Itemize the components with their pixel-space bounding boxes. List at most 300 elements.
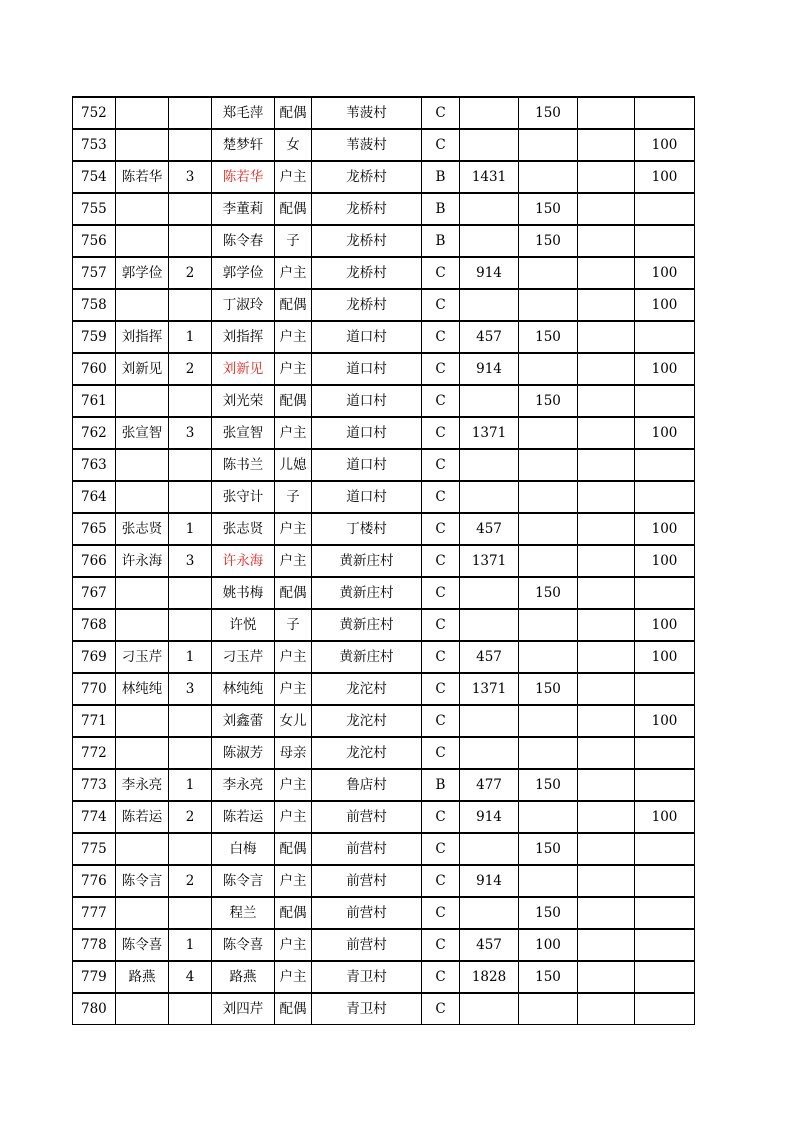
cell-village: 黄新庄村	[312, 577, 422, 609]
cell-household-head: 路燕	[116, 961, 169, 993]
cell-amount-4: 100	[635, 257, 695, 289]
cell-relation: 子	[275, 609, 312, 641]
cell-grade: B	[422, 769, 460, 801]
cell-member-name: 刘四芹	[212, 993, 275, 1025]
cell-member-count: 3	[169, 161, 212, 193]
cell-amount-2: 150	[519, 673, 578, 705]
cell-amount-4	[635, 481, 695, 513]
cell-amount-4: 100	[635, 545, 695, 577]
cell-amount-3	[578, 705, 635, 737]
cell-village: 龙桥村	[312, 225, 422, 257]
cell-member-count: 3	[169, 673, 212, 705]
cell-household-head: 陈若运	[116, 801, 169, 833]
cell-amount-3	[578, 577, 635, 609]
cell-relation: 户主	[275, 865, 312, 897]
cell-amount-3	[578, 513, 635, 545]
table-row	[73, 865, 695, 897]
cell-amount-3	[578, 289, 635, 321]
cell-village: 青卫村	[312, 961, 422, 993]
cell-household-head: 陈若华	[116, 161, 169, 193]
table-row	[73, 97, 695, 129]
table-row	[73, 129, 695, 161]
cell-amount-2	[519, 417, 578, 449]
table-row	[73, 673, 695, 705]
cell-village: 道口村	[312, 449, 422, 481]
cell-household-head: 刘新见	[116, 353, 169, 385]
cell-amount-2	[519, 353, 578, 385]
cell-amount-3	[578, 929, 635, 961]
cell-village: 黄新庄村	[312, 609, 422, 641]
cell-village: 龙桥村	[312, 257, 422, 289]
cell-grade: C	[422, 481, 460, 513]
cell-member-name: 郭学俭	[212, 257, 275, 289]
cell-amount-2: 150	[519, 225, 578, 257]
cell-amount-3	[578, 449, 635, 481]
table-row	[73, 961, 695, 993]
cell-serial: 762	[73, 417, 116, 449]
cell-relation: 户主	[275, 321, 312, 353]
cell-amount-1	[460, 705, 519, 737]
cell-member-count	[169, 129, 212, 161]
cell-amount-1	[460, 737, 519, 769]
cell-amount-4: 100	[635, 801, 695, 833]
table-row	[73, 769, 695, 801]
cell-serial: 755	[73, 193, 116, 225]
cell-member-name: 姚书梅	[212, 577, 275, 609]
cell-relation: 配偶	[275, 97, 312, 129]
cell-relation: 户主	[275, 641, 312, 673]
cell-amount-2: 150	[519, 769, 578, 801]
cell-member-count	[169, 193, 212, 225]
cell-relation: 女	[275, 129, 312, 161]
cell-household-head	[116, 129, 169, 161]
cell-amount-4	[635, 897, 695, 929]
cell-amount-2	[519, 545, 578, 577]
cell-member-count	[169, 833, 212, 865]
cell-member-name: 张志贤	[212, 513, 275, 545]
cell-relation: 配偶	[275, 897, 312, 929]
cell-grade: C	[422, 737, 460, 769]
cell-amount-2	[519, 513, 578, 545]
cell-member-name: 刁玉芹	[212, 641, 275, 673]
cell-relation: 配偶	[275, 193, 312, 225]
cell-village: 黄新庄村	[312, 545, 422, 577]
cell-amount-2	[519, 641, 578, 673]
cell-amount-1: 1371	[460, 673, 519, 705]
cell-amount-1: 914	[460, 865, 519, 897]
cell-grade: B	[422, 161, 460, 193]
cell-amount-3	[578, 225, 635, 257]
cell-grade: C	[422, 993, 460, 1025]
cell-amount-4	[635, 97, 695, 129]
cell-amount-1	[460, 833, 519, 865]
cell-grade: C	[422, 705, 460, 737]
cell-amount-1	[460, 993, 519, 1025]
cell-member-name: 程兰	[212, 897, 275, 929]
cell-amount-4: 100	[635, 353, 695, 385]
cell-grade: C	[422, 545, 460, 577]
cell-member-name: 刘鑫蕾	[212, 705, 275, 737]
cell-member-count: 2	[169, 801, 212, 833]
cell-relation: 户主	[275, 353, 312, 385]
cell-grade: C	[422, 257, 460, 289]
cell-relation: 户主	[275, 417, 312, 449]
cell-member-name: 李董莉	[212, 193, 275, 225]
table-row	[73, 449, 695, 481]
cell-member-name: 许悦	[212, 609, 275, 641]
cell-amount-2: 150	[519, 321, 578, 353]
cell-grade: C	[422, 833, 460, 865]
cell-member-count: 1	[169, 769, 212, 801]
cell-member-count	[169, 705, 212, 737]
cell-amount-3	[578, 897, 635, 929]
table-row	[73, 993, 695, 1025]
cell-serial: 776	[73, 865, 116, 897]
cell-amount-3	[578, 129, 635, 161]
cell-amount-1: 457	[460, 513, 519, 545]
cell-household-head	[116, 833, 169, 865]
cell-household-head: 张宣智	[116, 417, 169, 449]
cell-household-head: 刁玉芹	[116, 641, 169, 673]
cell-amount-4: 100	[635, 417, 695, 449]
cell-relation: 户主	[275, 161, 312, 193]
cell-serial: 766	[73, 545, 116, 577]
cell-serial: 761	[73, 385, 116, 417]
cell-village: 丁楼村	[312, 513, 422, 545]
table-row	[73, 353, 695, 385]
cell-relation: 户主	[275, 257, 312, 289]
cell-village: 青卫村	[312, 993, 422, 1025]
table-row	[73, 193, 695, 225]
cell-village: 苇菠村	[312, 129, 422, 161]
cell-household-head	[116, 97, 169, 129]
cell-amount-4: 100	[635, 513, 695, 545]
cell-relation: 配偶	[275, 577, 312, 609]
cell-member-name: 张宣智	[212, 417, 275, 449]
cell-grade: C	[422, 417, 460, 449]
cell-amount-4	[635, 673, 695, 705]
cell-village: 苇菠村	[312, 97, 422, 129]
cell-amount-3	[578, 609, 635, 641]
cell-relation: 户主	[275, 545, 312, 577]
cell-amount-1	[460, 481, 519, 513]
cell-amount-2	[519, 481, 578, 513]
cell-amount-4: 100	[635, 161, 695, 193]
cell-grade: C	[422, 129, 460, 161]
cell-amount-3	[578, 353, 635, 385]
cell-amount-1: 914	[460, 353, 519, 385]
cell-relation: 户主	[275, 769, 312, 801]
cell-serial: 758	[73, 289, 116, 321]
cell-grade: C	[422, 865, 460, 897]
cell-household-head	[116, 289, 169, 321]
cell-relation: 配偶	[275, 833, 312, 865]
cell-amount-1	[460, 97, 519, 129]
cell-amount-1	[460, 577, 519, 609]
cell-relation: 配偶	[275, 289, 312, 321]
cell-amount-2: 100	[519, 929, 578, 961]
cell-amount-3	[578, 97, 635, 129]
cell-amount-4	[635, 961, 695, 993]
cell-amount-3	[578, 865, 635, 897]
cell-member-name: 刘指挥	[212, 321, 275, 353]
cell-relation: 儿媳	[275, 449, 312, 481]
cell-amount-4: 100	[635, 705, 695, 737]
cell-member-count: 2	[169, 257, 212, 289]
table-row	[73, 385, 695, 417]
cell-amount-1: 457	[460, 641, 519, 673]
cell-amount-3	[578, 257, 635, 289]
cell-amount-3	[578, 193, 635, 225]
cell-serial: 753	[73, 129, 116, 161]
cell-village: 道口村	[312, 385, 422, 417]
cell-household-head	[116, 609, 169, 641]
cell-household-head: 林纯纯	[116, 673, 169, 705]
table-row	[73, 289, 695, 321]
cell-grade: C	[422, 353, 460, 385]
cell-member-name: 陈若华	[212, 161, 275, 193]
cell-household-head	[116, 225, 169, 257]
cell-member-name: 郑毛萍	[212, 97, 275, 129]
cell-member-count: 3	[169, 417, 212, 449]
cell-amount-3	[578, 321, 635, 353]
cell-member-count: 1	[169, 929, 212, 961]
cell-household-head: 郭学俭	[116, 257, 169, 289]
cell-grade: C	[422, 449, 460, 481]
cell-grade: C	[422, 289, 460, 321]
cell-village: 龙桥村	[312, 193, 422, 225]
table-row	[73, 801, 695, 833]
cell-serial: 777	[73, 897, 116, 929]
cell-member-count	[169, 897, 212, 929]
table-row	[73, 161, 695, 193]
cell-amount-3	[578, 385, 635, 417]
cell-amount-1	[460, 193, 519, 225]
cell-member-name: 陈令言	[212, 865, 275, 897]
table-row	[73, 609, 695, 641]
cell-amount-1: 457	[460, 321, 519, 353]
cell-amount-4: 100	[635, 641, 695, 673]
cell-member-count	[169, 289, 212, 321]
cell-amount-3	[578, 673, 635, 705]
cell-member-count	[169, 225, 212, 257]
table-row	[73, 641, 695, 673]
cell-amount-1	[460, 897, 519, 929]
cell-grade: C	[422, 385, 460, 417]
cell-household-head: 陈令喜	[116, 929, 169, 961]
cell-relation: 户主	[275, 801, 312, 833]
cell-member-name: 刘光荣	[212, 385, 275, 417]
cell-member-name: 陈书兰	[212, 449, 275, 481]
cell-amount-2	[519, 737, 578, 769]
cell-member-name: 陈若运	[212, 801, 275, 833]
cell-amount-4: 100	[635, 289, 695, 321]
table-row	[73, 225, 695, 257]
cell-household-head	[116, 993, 169, 1025]
table-body	[73, 97, 695, 1025]
cell-amount-3	[578, 481, 635, 513]
cell-village: 道口村	[312, 353, 422, 385]
cell-relation: 户主	[275, 961, 312, 993]
cell-amount-2	[519, 609, 578, 641]
cell-amount-1	[460, 385, 519, 417]
cell-member-count: 1	[169, 321, 212, 353]
cell-amount-4	[635, 737, 695, 769]
cell-amount-1: 457	[460, 929, 519, 961]
cell-amount-4	[635, 449, 695, 481]
cell-village: 龙沱村	[312, 673, 422, 705]
cell-amount-2	[519, 129, 578, 161]
cell-village: 龙桥村	[312, 289, 422, 321]
cell-amount-2	[519, 993, 578, 1025]
cell-household-head	[116, 897, 169, 929]
cell-serial: 775	[73, 833, 116, 865]
cell-member-count	[169, 609, 212, 641]
cell-amount-1: 914	[460, 801, 519, 833]
cell-household-head	[116, 193, 169, 225]
table-row	[73, 513, 695, 545]
cell-serial: 780	[73, 993, 116, 1025]
cell-serial: 757	[73, 257, 116, 289]
cell-amount-2	[519, 449, 578, 481]
cell-serial: 771	[73, 705, 116, 737]
cell-grade: C	[422, 897, 460, 929]
cell-amount-2	[519, 705, 578, 737]
table-row	[73, 577, 695, 609]
table-row	[73, 545, 695, 577]
cell-member-name: 楚梦轩	[212, 129, 275, 161]
cell-amount-2: 150	[519, 385, 578, 417]
cell-village: 前营村	[312, 865, 422, 897]
cell-amount-1	[460, 289, 519, 321]
cell-amount-1: 477	[460, 769, 519, 801]
cell-amount-2	[519, 257, 578, 289]
table-row	[73, 737, 695, 769]
cell-serial: 765	[73, 513, 116, 545]
table-row	[73, 705, 695, 737]
cell-amount-3	[578, 417, 635, 449]
cell-relation: 女儿	[275, 705, 312, 737]
cell-member-count	[169, 385, 212, 417]
cell-serial: 754	[73, 161, 116, 193]
cell-amount-4	[635, 193, 695, 225]
cell-amount-3	[578, 545, 635, 577]
cell-serial: 768	[73, 609, 116, 641]
cell-amount-2: 150	[519, 897, 578, 929]
cell-household-head: 张志贤	[116, 513, 169, 545]
cell-serial: 772	[73, 737, 116, 769]
cell-amount-4	[635, 929, 695, 961]
cell-household-head	[116, 449, 169, 481]
table-row	[73, 897, 695, 929]
cell-serial: 764	[73, 481, 116, 513]
cell-amount-1	[460, 609, 519, 641]
cell-amount-4	[635, 225, 695, 257]
cell-village: 龙沱村	[312, 705, 422, 737]
cell-amount-2	[519, 801, 578, 833]
cell-village: 龙沱村	[312, 737, 422, 769]
cell-serial: 767	[73, 577, 116, 609]
cell-serial: 769	[73, 641, 116, 673]
cell-member-count: 2	[169, 865, 212, 897]
cell-village: 道口村	[312, 417, 422, 449]
cell-serial: 759	[73, 321, 116, 353]
cell-amount-3	[578, 993, 635, 1025]
cell-amount-1: 1828	[460, 961, 519, 993]
cell-amount-4: 100	[635, 129, 695, 161]
cell-amount-3	[578, 641, 635, 673]
cell-amount-4	[635, 833, 695, 865]
cell-amount-2: 150	[519, 193, 578, 225]
cell-member-name: 丁淑玲	[212, 289, 275, 321]
cell-serial: 779	[73, 961, 116, 993]
cell-household-head	[116, 385, 169, 417]
cell-household-head: 李永亮	[116, 769, 169, 801]
cell-member-name: 陈淑芳	[212, 737, 275, 769]
cell-grade: C	[422, 961, 460, 993]
cell-grade: C	[422, 577, 460, 609]
cell-amount-4	[635, 385, 695, 417]
cell-household-head: 刘指挥	[116, 321, 169, 353]
cell-member-count	[169, 97, 212, 129]
cell-member-name: 陈令喜	[212, 929, 275, 961]
cell-amount-3	[578, 833, 635, 865]
cell-grade: C	[422, 929, 460, 961]
cell-grade: B	[422, 225, 460, 257]
cell-relation: 户主	[275, 929, 312, 961]
cell-village: 前营村	[312, 929, 422, 961]
cell-serial: 774	[73, 801, 116, 833]
cell-amount-4: 100	[635, 609, 695, 641]
cell-amount-1	[460, 129, 519, 161]
cell-serial: 773	[73, 769, 116, 801]
table-row	[73, 321, 695, 353]
cell-member-count: 1	[169, 641, 212, 673]
cell-member-name: 李永亮	[212, 769, 275, 801]
table-row	[73, 833, 695, 865]
cell-amount-3	[578, 161, 635, 193]
cell-grade: C	[422, 673, 460, 705]
cell-amount-4	[635, 865, 695, 897]
cell-member-name: 刘新见	[212, 353, 275, 385]
cell-relation: 子	[275, 225, 312, 257]
cell-relation: 户主	[275, 673, 312, 705]
cell-grade: C	[422, 641, 460, 673]
cell-village: 道口村	[312, 481, 422, 513]
cell-amount-1	[460, 225, 519, 257]
cell-village: 龙桥村	[312, 161, 422, 193]
cell-member-name: 陈令春	[212, 225, 275, 257]
table-row	[73, 929, 695, 961]
cell-household-head	[116, 705, 169, 737]
cell-member-name: 林纯纯	[212, 673, 275, 705]
cell-household-head	[116, 737, 169, 769]
cell-member-count: 2	[169, 353, 212, 385]
cell-village: 前营村	[312, 801, 422, 833]
cell-member-count	[169, 577, 212, 609]
cell-village: 黄新庄村	[312, 641, 422, 673]
cell-amount-2: 150	[519, 97, 578, 129]
cell-member-count	[169, 449, 212, 481]
cell-member-count	[169, 737, 212, 769]
cell-serial: 763	[73, 449, 116, 481]
cell-amount-3	[578, 769, 635, 801]
cell-serial: 752	[73, 97, 116, 129]
cell-member-count: 1	[169, 513, 212, 545]
cell-relation: 子	[275, 481, 312, 513]
cell-grade: C	[422, 609, 460, 641]
table-row	[73, 481, 695, 513]
